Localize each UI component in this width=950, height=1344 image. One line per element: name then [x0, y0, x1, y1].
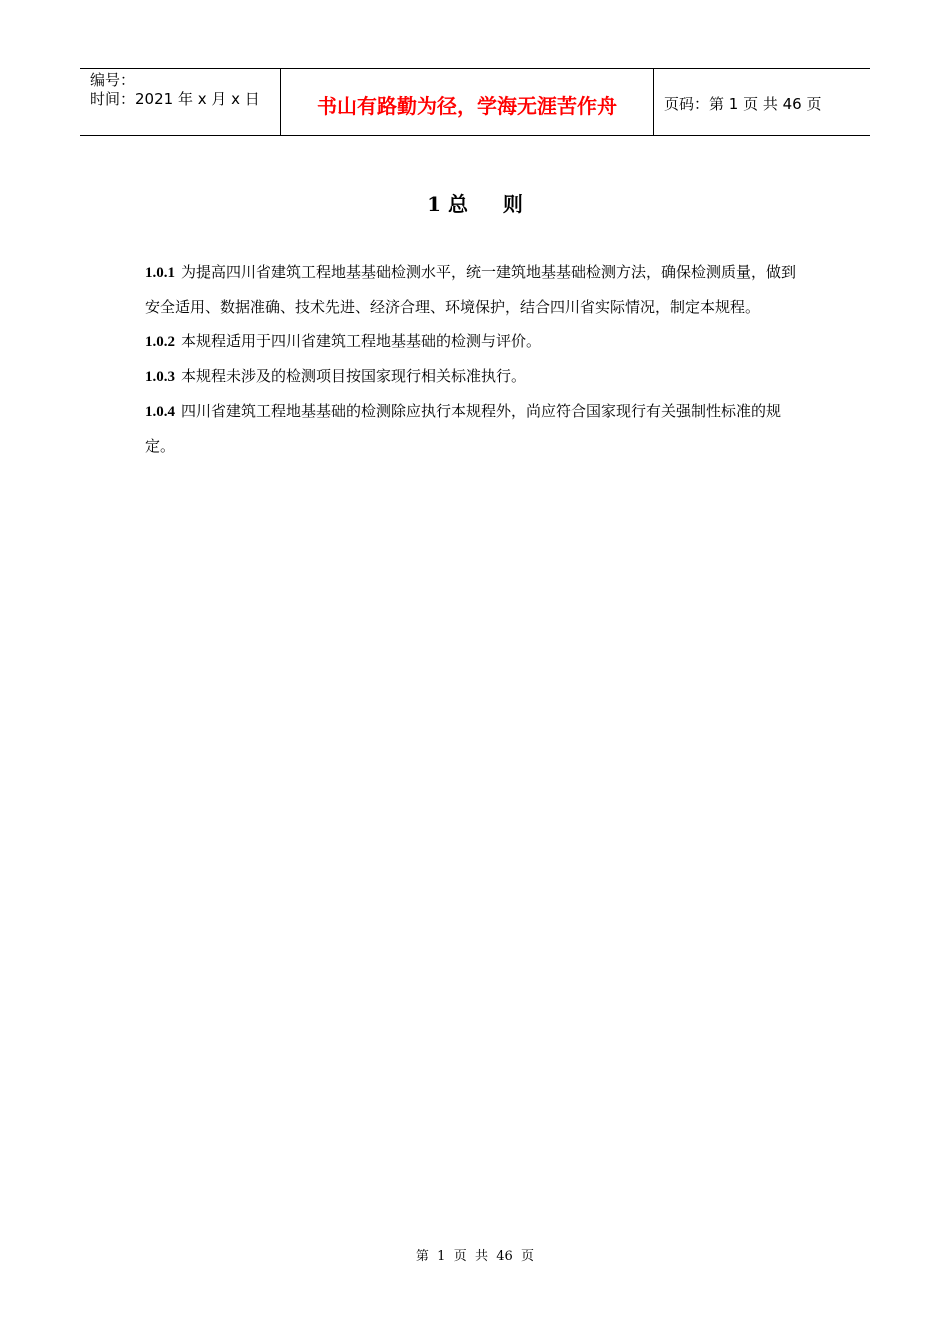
clause-text: 为提高四川省建筑工程地基基础检测水平，统一建筑地基基础检测方法，确保检测质量，做到安全适用、数据准确、技术先进、经济合理、环境保护，结合四川省实际情况，制定本规程。: [145, 263, 797, 316]
clause-1-0-4: [145, 394, 810, 463]
document-body: [145, 255, 810, 463]
page-footer: 第 1 页 共 46 页: [415, 1249, 535, 1264]
clause-1-0-3: [145, 359, 810, 394]
document-header: [80, 68, 870, 136]
clause-1-0-2: [145, 324, 810, 359]
clause-1-0-1: [145, 255, 810, 324]
header-page-code: 页码：第 1 页 共 46 页: [664, 94, 822, 113]
clause-number: 1.0.3: [145, 369, 175, 385]
header-meta-cell: [80, 69, 281, 135]
chapter-title: 1 总 则: [427, 192, 523, 216]
document-date: 时间：2021 年 x 月 x 日: [90, 90, 260, 108]
clause-number: 1.0.1: [145, 265, 175, 281]
clause-text: 本规程未涉及的检测项目按国家现行相关标准执行。: [181, 367, 527, 385]
clause-text: 四川省建筑工程地基基础的检测除应执行本规程外，尚应符合国家现行有关强制性标准的规定。: [145, 402, 782, 455]
clause-text: 本规程适用于四川省建筑工程地基基础的检测与评价。: [181, 332, 542, 350]
clause-number: 1.0.4: [145, 404, 175, 420]
header-motto: 书山有路勤为径，学海无涯苦作舟: [281, 69, 654, 135]
document-number-label: 编号：: [90, 71, 136, 89]
clause-number: 1.0.2: [145, 334, 175, 350]
